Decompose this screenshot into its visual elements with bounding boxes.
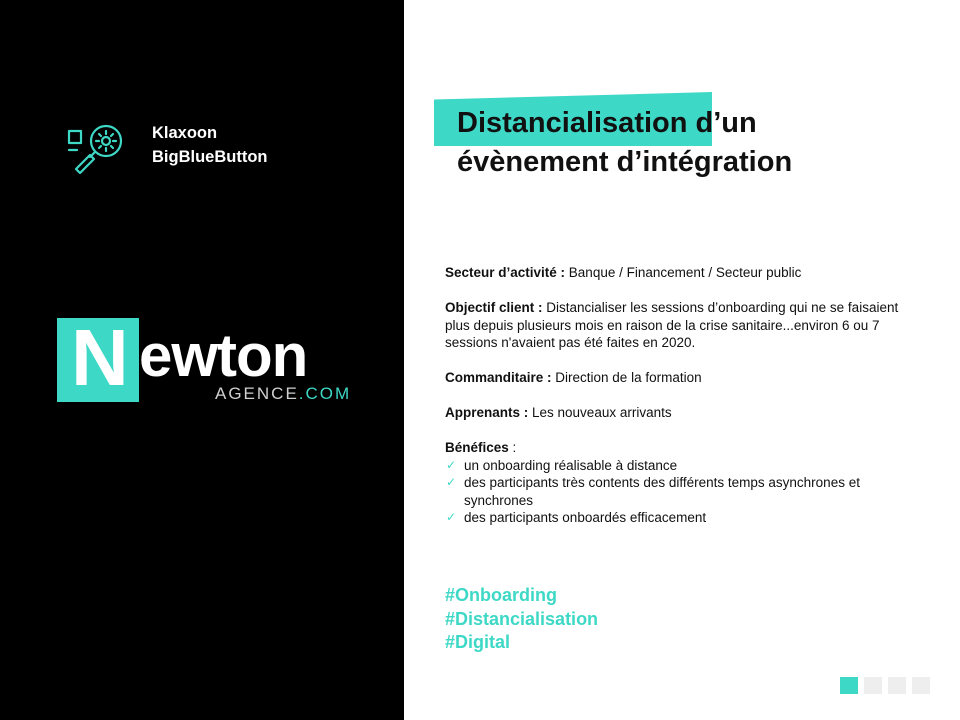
detail-benefices: Bénéfices : — [445, 440, 517, 455]
hashtags — [445, 584, 598, 655]
hashtag: #Digital — [445, 632, 511, 652]
hashtag: #Onboarding — [445, 585, 557, 605]
left-panel — [0, 0, 404, 720]
check-icon: ✓ — [446, 457, 457, 472]
tool-name: Klaxoon — [152, 124, 218, 142]
check-icon: ✓ — [446, 475, 457, 489]
detail-objectif: Objectif client : Distancialiser les sessions d’onboarding qui ne se faisaient plus depuis plusieurs mois en raison de la crise sanitaire...environ 6 ou 7 sessions n'avaient pas été faites en 2020. — [445, 300, 899, 350]
list-item: ✓ un onboarding réalisable à distance — [446, 457, 678, 473]
pager-square — [888, 677, 906, 694]
title-rest: d’un — [687, 107, 757, 139]
detail-commanditaire: Commanditaire : Direction de la formation — [445, 370, 702, 385]
logo-wordmark: ewton — [139, 322, 308, 389]
list-item: ✓ des participants onboardés efficacement — [446, 510, 707, 525]
pager-square — [840, 677, 858, 694]
list-item: ✓ des participants très contents des différents temps asynchrones et synchrones — [446, 475, 860, 508]
project-details — [445, 264, 925, 527]
magnifier-gear-icon — [66, 122, 124, 180]
title-line2: évènement d’intégration — [457, 146, 793, 178]
tools-list — [152, 121, 267, 169]
detail-apprenants: Apprenants : Les nouveaux arrivants — [445, 405, 672, 420]
newton-logo — [57, 313, 357, 408]
page-title — [457, 104, 937, 182]
tool-name: BigBlueButton — [152, 148, 268, 166]
logo-agence: AGENCE.COM — [215, 384, 352, 403]
pager-square — [912, 677, 930, 694]
title-highlight-word: Distancialisation — [457, 107, 688, 139]
benefits-list — [445, 457, 925, 527]
pager-square — [864, 677, 882, 694]
logo-letter: N — [71, 313, 129, 402]
detail-secteur: Secteur d’activité : Banque / Financement / Secteur public — [445, 265, 802, 280]
check-icon: ✓ — [446, 510, 457, 524]
hashtag: #Distancialisation — [445, 608, 599, 629]
slide-pager — [840, 677, 930, 694]
